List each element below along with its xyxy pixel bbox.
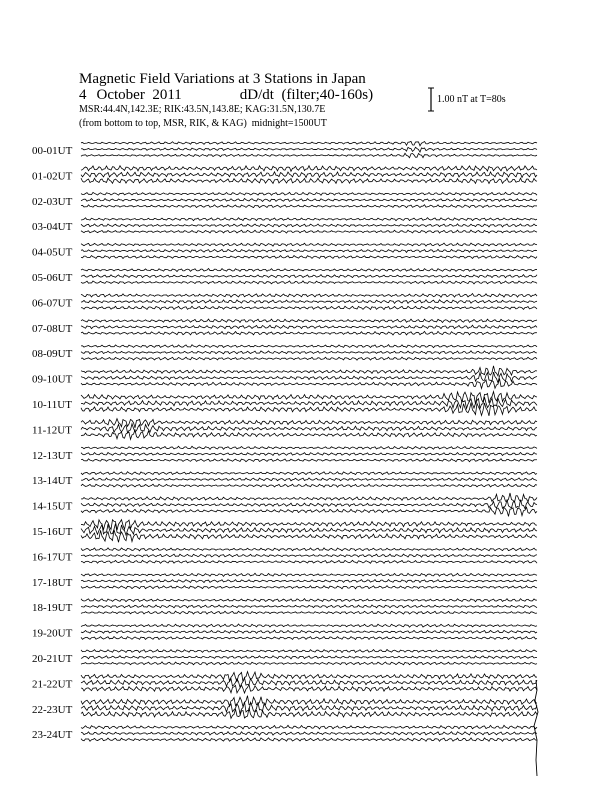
station-trace (81, 637, 537, 640)
station-trace (81, 599, 537, 602)
station-trace (81, 249, 537, 252)
station-trace (81, 702, 537, 714)
station-trace (81, 725, 537, 729)
station-trace (81, 732, 537, 736)
station-trace (81, 256, 537, 259)
station-trace (81, 493, 537, 502)
station-trace (81, 520, 537, 530)
station-trace (81, 650, 537, 653)
station-trace (81, 586, 537, 589)
hour-label: 05-06UT (32, 272, 73, 284)
station-trace (81, 166, 537, 172)
hour-label: 07-08UT (32, 322, 73, 335)
date-year: 2011 (152, 87, 182, 103)
station-trace (81, 678, 537, 688)
station-trace (81, 178, 537, 183)
station-trace (81, 205, 537, 208)
station-trace (81, 230, 537, 233)
station-trace (81, 325, 537, 328)
station-trace (81, 662, 537, 665)
hour-label: 21-22UT (32, 678, 73, 691)
station-trace (81, 319, 537, 322)
station-trace (81, 345, 537, 348)
chart-title: Magnetic Field Variations at 3 Stations in Japan (79, 71, 366, 87)
hour-label: 08-09UT (32, 348, 73, 361)
station-trace (81, 403, 537, 416)
hour-label: 15-16UT (32, 526, 73, 538)
station-trace (81, 573, 537, 576)
station-trace (81, 530, 537, 543)
hour-label: 09-10UT (32, 373, 73, 386)
hour-label: 06-07UT (32, 297, 73, 310)
hour-label: 14-15UT (32, 500, 73, 513)
station-trace (81, 366, 537, 376)
station-trace (81, 484, 537, 487)
hour-label: 00-01UT (32, 145, 73, 157)
station-trace (81, 294, 537, 298)
station-trace (81, 560, 537, 563)
station-trace (81, 580, 537, 583)
hour-label: 19-20UT (32, 627, 73, 640)
station-trace (81, 218, 537, 221)
station-trace (81, 452, 537, 455)
station-trace (81, 611, 537, 614)
station-trace (81, 472, 537, 475)
station-trace (81, 684, 537, 693)
station-trace (81, 198, 537, 201)
station-trace (81, 147, 537, 152)
hour-label: 12-13UT (32, 449, 73, 462)
station-trace (81, 172, 537, 178)
station-trace (81, 275, 537, 278)
station-trace (81, 331, 537, 335)
station-trace (81, 696, 537, 707)
station-trace (81, 478, 537, 481)
station-trace (81, 630, 537, 633)
station-trace (81, 507, 537, 516)
hour-label: 20-21UT (32, 653, 73, 665)
station-trace (81, 446, 537, 449)
date-month: October (96, 87, 145, 103)
station-trace (81, 224, 537, 227)
filter-label: (filter;40-160s) (281, 87, 374, 103)
hour-label: 13-14UT (32, 475, 73, 488)
hour-label: 23-24UT (32, 729, 73, 742)
hour-label: 17-18UT (32, 576, 73, 589)
station-trace (81, 357, 537, 360)
station-trace (81, 419, 537, 428)
station-trace (81, 192, 537, 195)
station-trace (81, 243, 537, 246)
station-trace (81, 141, 537, 145)
hour-label: 10-11UT (32, 399, 72, 411)
station-trace (81, 351, 537, 354)
date-day: 4 (79, 87, 87, 103)
hour-label: 11-12UT (32, 424, 72, 437)
station-trace (81, 554, 537, 557)
hour-label: 16-17UT (32, 551, 73, 564)
order-note: (from bottom to top, MSR, RIK, & KAG) (79, 118, 247, 129)
station-trace (81, 281, 537, 284)
station-trace (81, 306, 537, 309)
station-trace (81, 524, 537, 535)
midnight-note: midnight=1500UT (251, 118, 327, 129)
station-trace (81, 459, 537, 462)
hour-label: 22-23UT (32, 703, 73, 716)
station-trace (81, 499, 537, 508)
station-trace (81, 605, 537, 608)
station-trace (81, 548, 537, 551)
station-trace (81, 738, 537, 741)
station-trace (81, 656, 537, 659)
station-trace (81, 268, 537, 271)
hour-label: 04-05UT (32, 246, 73, 259)
station-trace (81, 672, 537, 682)
station-trace (81, 300, 537, 304)
hour-label: 18-19UT (32, 602, 73, 615)
station-coordinates: MSR:44.4N,142.3E; RIK:43.5N,143.8E; KAG:31.5N,130.7E (79, 104, 326, 115)
hour-label: 02-03UT (32, 195, 73, 208)
scale-label: 1.00 nT at T=80s (437, 94, 506, 105)
station-trace (81, 372, 537, 383)
hour-label: 03-04UT (32, 221, 73, 234)
station-trace (81, 624, 537, 627)
quantity-label: dD/dt (239, 87, 274, 103)
station-trace (81, 424, 537, 433)
station-trace (81, 153, 537, 157)
hour-label: 01-02UT (32, 170, 73, 183)
